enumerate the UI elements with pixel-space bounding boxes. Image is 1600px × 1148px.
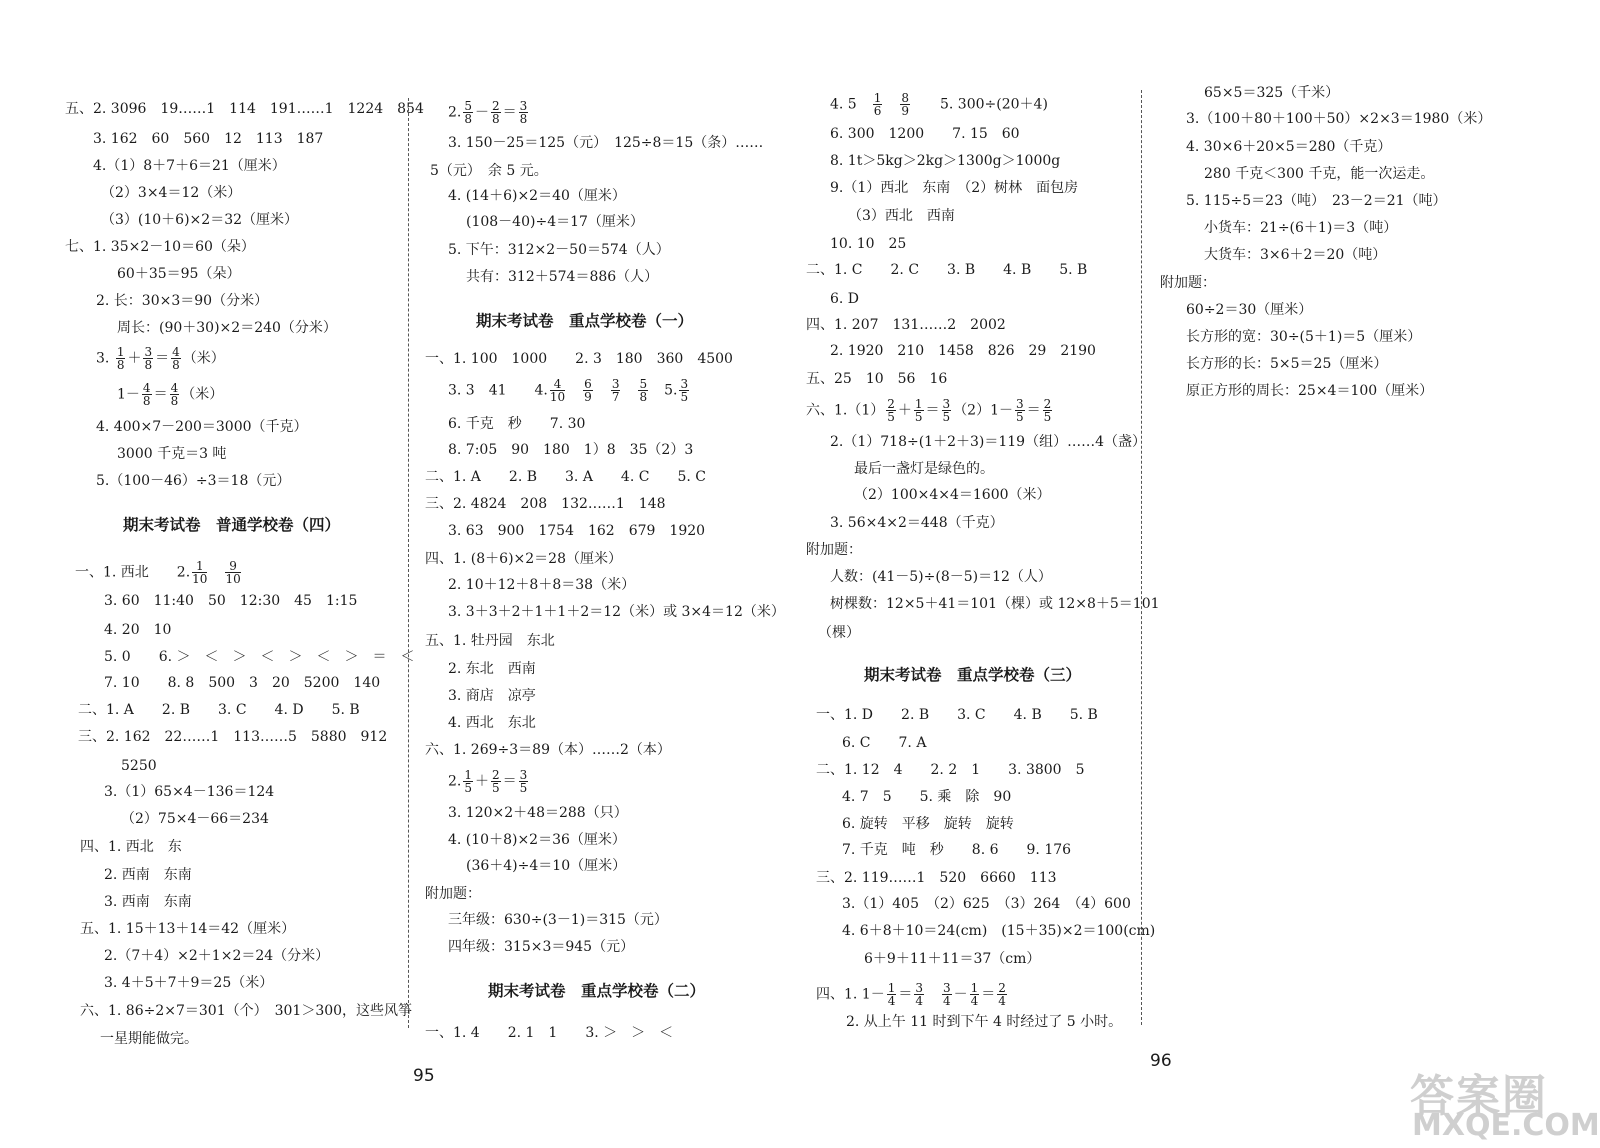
answer-line: 1－ $\frac{4}{8}$ ＝ $\frac{4}{8}$ （米） xyxy=(117,381,224,408)
answer-line: 5（元） 余 5 元。 xyxy=(430,163,548,179)
answer-line: 长方形的宽：30÷(5＋1)＝5（厘米） xyxy=(1186,329,1422,345)
answer-line: 附加题： xyxy=(1160,275,1216,291)
answer-line: 六、1.（1） $\frac{2}{5}$ ＋ $\frac{1}{5}$ ＝ $\frac{3}{5}$ （2）1－ $\frac{3}{5}$ ＝ $\frac{2}{5}$ xyxy=(806,397,1052,424)
answer-line: （3）西北 西南 xyxy=(848,208,955,224)
answer-line: 3. 60 11:40 50 12:30 45 1:15 xyxy=(104,593,358,609)
answer-line: 4. 西北 东北 xyxy=(448,715,536,731)
fraction: $\frac{2}{4}$ xyxy=(998,981,1006,1008)
answer-line: 3. 4＋5＋7＋9＝25（米） xyxy=(104,975,274,991)
answer-line: 6. C 7. A xyxy=(842,735,927,751)
fraction: $\frac{1}{6}$ xyxy=(873,91,882,118)
answer-line: 5250 xyxy=(121,758,157,774)
watermark-site: MXQE.COM xyxy=(1412,1108,1600,1143)
answer-line: 9.（1）西北 东南 （2）树林 面包房 xyxy=(830,180,1079,196)
answer-line: 5.（100－46）÷3＝18（元） xyxy=(96,473,291,489)
answer-line: 七、1. 35×2－10＝60（朵） xyxy=(65,239,255,255)
column-separator xyxy=(408,98,409,1028)
answer-line: 60÷2＝30（厘米） xyxy=(1186,302,1313,318)
answer-line: 7. 10 8. 8 500 3 20 5200 140 xyxy=(104,675,381,691)
answer-line: （棵） xyxy=(818,625,860,641)
fraction: $\frac{1}{5}$ xyxy=(914,397,923,424)
answer-line: 8. 1t＞5kg＞2kg＞1300g＞1000g xyxy=(830,153,1061,169)
answer-line: 3000 千克＝3 吨 xyxy=(117,446,227,462)
answer-line: 2. $\frac{5}{8}$ － $\frac{2}{8}$ ＝ $\frac{3}{8}$ xyxy=(448,99,528,126)
answer-line: 8. 7:05 90 180 1）8 35（2）3 xyxy=(448,442,694,458)
answer-line: 6＋9＋11＋11＝37（cm） xyxy=(864,951,1041,967)
fraction: $\frac{3}{7}$ xyxy=(611,377,620,404)
answer-line: 3.（1）65×4－136＝124 xyxy=(104,784,275,800)
answer-line: 长方形的长：5×5＝25（厘米） xyxy=(1186,356,1388,372)
answer-line: 3. 3 41 4. $\frac{4}{10}$ $\frac{6}{9}$ $\frac{3}{7}$ $\frac{5}{8}$ 5. $\frac{3}{5}$ xyxy=(448,377,689,404)
answer-line: 周长：(90＋30)×2＝240（分米） xyxy=(117,320,337,336)
fraction: $\frac{4}{8}$ xyxy=(170,381,179,408)
answer-line: 四、1. 1－ $\frac{1}{4}$ ＝ $\frac{3}{4}$ $\frac{3}{4}$ － $\frac{1}{4}$ ＝ $\frac{2}{4}$ xyxy=(816,981,1006,1008)
answer-line: 2. 长：30×3＝90（分米） xyxy=(96,293,269,309)
fraction: $\frac{2}{5}$ xyxy=(492,768,500,795)
answer-line: 2. 10＋12＋8＋8＝38（米） xyxy=(448,577,636,593)
answer-line: 3.（1）405 （2）625 （3）264 （4）600 xyxy=(842,896,1131,912)
answer-line: (36＋4)÷4＝10（厘米） xyxy=(466,858,627,874)
answer-line: 4. 5 $\frac{1}{6}$ $\frac{8}{9}$ 5. 300÷(20＋4) xyxy=(830,91,1048,118)
fraction: $\frac{3}{8}$ xyxy=(519,99,528,126)
answer-line: 六、1. 269÷3＝89（本）……2（本） xyxy=(425,742,671,758)
answer-line: （2）100×4×4＝1600（米） xyxy=(854,487,1051,503)
answer-line: (108－40)÷4＝17（厘米） xyxy=(466,214,644,230)
answer-line: 2. 从上午 11 时到下午 4 时经过了 5 小时。 xyxy=(846,1014,1123,1030)
answer-line: 二、1. 12 4 2. 2 1 3. 3800 5 xyxy=(816,762,1085,778)
fraction: $\frac{6}{9}$ xyxy=(584,377,592,404)
answer-line: 五、2. 3096 19……1 114 191……1 1224 854 xyxy=(65,101,424,117)
answer-line: 附加题： xyxy=(425,886,481,902)
page-number-right: 96 xyxy=(1150,1051,1172,1071)
answer-line: 2. 西南 东南 xyxy=(104,867,192,883)
fraction: $\frac{8}{9}$ xyxy=(901,91,909,118)
fraction: $\frac{5}{8}$ xyxy=(639,377,648,404)
answer-line: 4. 20 10 xyxy=(104,622,172,638)
answer-line: 4. 6＋8＋10＝24(cm) (15＋35)×2＝100(cm) xyxy=(842,923,1156,939)
answer-line: 3. $\frac{1}{8}$ ＋ $\frac{3}{8}$ ＝ $\frac{4}{8}$ （米） xyxy=(96,345,225,372)
answer-line: 一、1. 4 2. 1 1 3. ＞ ＞ ＜ xyxy=(425,1025,674,1041)
page-number-left: 95 xyxy=(413,1066,435,1086)
answer-line: 一、1. D 2. B 3. C 4. B 5. B xyxy=(816,707,1098,723)
answer-line: （2）3×4＝12（米） xyxy=(101,185,242,201)
column-separator xyxy=(1141,90,1142,1025)
fraction: $\frac{4}{8}$ xyxy=(172,345,180,372)
fraction: $\frac{2}{5}$ xyxy=(1043,397,1052,424)
answer-line: 一、1. 100 1000 2. 3 180 360 4500 xyxy=(425,351,733,367)
answer-line: 6. 300 1200 7. 15 60 xyxy=(830,126,1020,142)
fraction: $\frac{1}{10}$ xyxy=(192,559,208,586)
answer-line: 四、1. 207 131……2 2002 xyxy=(806,317,1006,333)
answer-line: 小货车：21÷(6＋1)＝3（吨） xyxy=(1204,220,1398,236)
answer-line: 5. 115÷5＝23（吨） 23－2＝21（吨） xyxy=(1186,193,1447,209)
fraction: $\frac{3}{5}$ xyxy=(519,768,528,795)
answer-line: 4. 30×6＋20×5＝280（千克） xyxy=(1186,139,1392,155)
answer-line: 280 千克＜300 千克，能一次运走。 xyxy=(1204,166,1435,182)
answer-line: 四、1. 西北 东 xyxy=(80,839,182,855)
answer-line: 人数：(41－5)÷(8－5)＝12（人） xyxy=(830,569,1052,585)
answer-line: 6. 千克 秒 7. 30 xyxy=(448,416,586,432)
answer-line: 3. 63 900 1754 162 679 1920 xyxy=(448,523,706,539)
answer-line: 3. 商店 凉亭 xyxy=(448,688,536,704)
answer-line: 2. 东北 西南 xyxy=(448,661,536,677)
answer-line: 10. 10 25 xyxy=(830,236,907,252)
answer-line: 四、1. (8＋6)×2＝28（厘米） xyxy=(425,551,622,567)
answer-line: 三、2. 4824 208 132……1 148 xyxy=(425,496,666,512)
answer-line: 5. 0 6. ＞ ＜ ＞ ＜ ＞ ＜ ＞ ＝ ＜ xyxy=(104,649,415,665)
fraction: $\frac{3}{8}$ xyxy=(144,345,153,372)
section-heading: 期末考试卷 重点学校卷（一） xyxy=(476,311,694,330)
answer-line: 5. 下午：312×2－50＝574（人） xyxy=(448,242,670,258)
answer-line: 2. $\frac{1}{5}$ ＋ $\frac{2}{5}$ ＝ $\frac{3}{5}$ xyxy=(448,768,528,795)
fraction: $\frac{1}{5}$ xyxy=(464,768,472,795)
answer-line: 最后一盏灯是绿色的。 xyxy=(854,461,994,477)
fraction: $\frac{1}{4}$ xyxy=(887,981,896,1008)
fraction: $\frac{4}{8}$ xyxy=(142,381,151,408)
section-heading: 期末考试卷 普通学校卷（四） xyxy=(123,515,341,534)
fraction: $\frac{5}{8}$ xyxy=(464,99,472,126)
answer-line: 6. D xyxy=(830,291,860,307)
answer-line: 六、1. 86÷2×7＝301（个） 301＞300，这些风筝 xyxy=(80,1003,413,1019)
answer-line: 二、1. A 2. B 3. A 4. C 5. C xyxy=(425,469,706,485)
answer-line: 树棵数：12×5＋41＝101（棵）或 12×8＋5＝101 xyxy=(830,596,1160,612)
watermark-logo: 答案圈 xyxy=(1410,1071,1548,1122)
answer-line: 2.（7＋4）×2＋1×2＝24（分米） xyxy=(104,948,330,964)
answer-line: 三、2. 162 22……1 113……5 5880 912 xyxy=(78,729,388,745)
answer-line: 五、1. 牡丹园 东北 xyxy=(425,633,555,649)
answer-line: 一、1. 西北 2. $\frac{1}{10}$ $\frac{9}{10}$ xyxy=(75,559,241,586)
answer-line: 4. 400×7－200＝3000（千克） xyxy=(96,419,308,435)
answer-line: 原正方形的周长：25×4＝100（厘米） xyxy=(1186,383,1434,399)
fraction: $\frac{3}{4}$ xyxy=(915,981,923,1008)
answer-line: 二、1. C 2. C 3. B 4. B 5. B xyxy=(806,262,1088,278)
answer-line: 4. (14＋6)×2＝40（厘米） xyxy=(448,188,626,204)
fraction: $\frac{1}{8}$ xyxy=(116,345,125,372)
fraction: $\frac{3}{5}$ xyxy=(680,377,689,404)
answer-line: （3）(10＋6)×2＝32（厘米） xyxy=(101,212,299,228)
answer-line: 7. 千克 吨 秒 8. 6 9. 176 xyxy=(842,842,1072,858)
fraction: $\frac{3}{4}$ xyxy=(943,981,951,1008)
answer-line: 三、2. 119……1 520 6660 113 xyxy=(816,870,1057,886)
fraction: $\frac{2}{8}$ xyxy=(492,99,500,126)
answer-line: 2. 1920 210 1458 826 29 2190 xyxy=(830,343,1096,359)
answer-line: 三年级：630÷(3－1)＝315（元） xyxy=(448,912,668,928)
answer-line: 二、1. A 2. B 3. C 4. D 5. B xyxy=(78,702,360,718)
answer-line: 3. 150－25＝125（元） 125÷8＝15（条）…… xyxy=(448,135,764,151)
answer-line: 4.（1）8＋7＋6＝21（厘米） xyxy=(93,158,286,174)
answer-line: 3. 西南 东南 xyxy=(104,894,192,910)
section-heading: 期末考试卷 重点学校卷（二） xyxy=(488,981,706,1000)
answer-line: 60＋35＝95（朵） xyxy=(117,266,241,282)
answer-line: 6. 旋转 平移 旋转 旋转 xyxy=(842,816,1014,832)
fraction: $\frac{3}{5}$ xyxy=(942,397,951,424)
answer-line: 3.（100＋80＋100＋50）×2×3＝1980（米） xyxy=(1186,111,1492,127)
fraction: $\frac{1}{4}$ xyxy=(970,981,979,1008)
fraction: $\frac{9}{10}$ xyxy=(225,559,241,586)
answer-line: 附加题： xyxy=(806,542,862,558)
answer-line: 五、25 10 56 16 xyxy=(806,371,948,387)
answer-line: 4. (10＋8)×2＝36（厘米） xyxy=(448,832,626,848)
answer-line: 一星期能做完。 xyxy=(100,1031,198,1047)
answer-line: 3. 162 60 560 12 113 187 xyxy=(93,131,324,147)
section-heading: 期末考试卷 重点学校卷（三） xyxy=(864,665,1082,684)
fraction: $\frac{4}{10}$ xyxy=(549,377,566,404)
fraction: $\frac{3}{5}$ xyxy=(1016,397,1024,424)
answer-line: （2）75×4－66＝234 xyxy=(121,811,269,827)
answer-line: 65×5＝325（千米） xyxy=(1204,85,1340,101)
answer-line: 3. 120×2＋48＝288（只） xyxy=(448,805,628,821)
answer-line: 2.（1）718÷(1＋2＋3)＝119（组）……4（盏） xyxy=(830,434,1146,450)
answer-line: 五、1. 15＋13＋14＝42（厘米） xyxy=(80,921,296,937)
fraction: $\frac{2}{5}$ xyxy=(887,397,895,424)
answer-line: 四年级：315×3＝945（元） xyxy=(448,939,635,955)
answer-line: 4. 7 5 5. 乘 除 90 xyxy=(842,789,1012,805)
answer-line: 3. 56×4×2＝448（千克） xyxy=(830,515,1004,531)
answer-line: 3. 3＋3＋2＋1＋1＋2＝12（米）或 3×4＝12（米） xyxy=(448,604,785,620)
answer-line: 大货车：3×6＋2＝20（吨） xyxy=(1204,247,1387,263)
answer-line: 共有：312＋574＝886（人） xyxy=(466,269,659,285)
